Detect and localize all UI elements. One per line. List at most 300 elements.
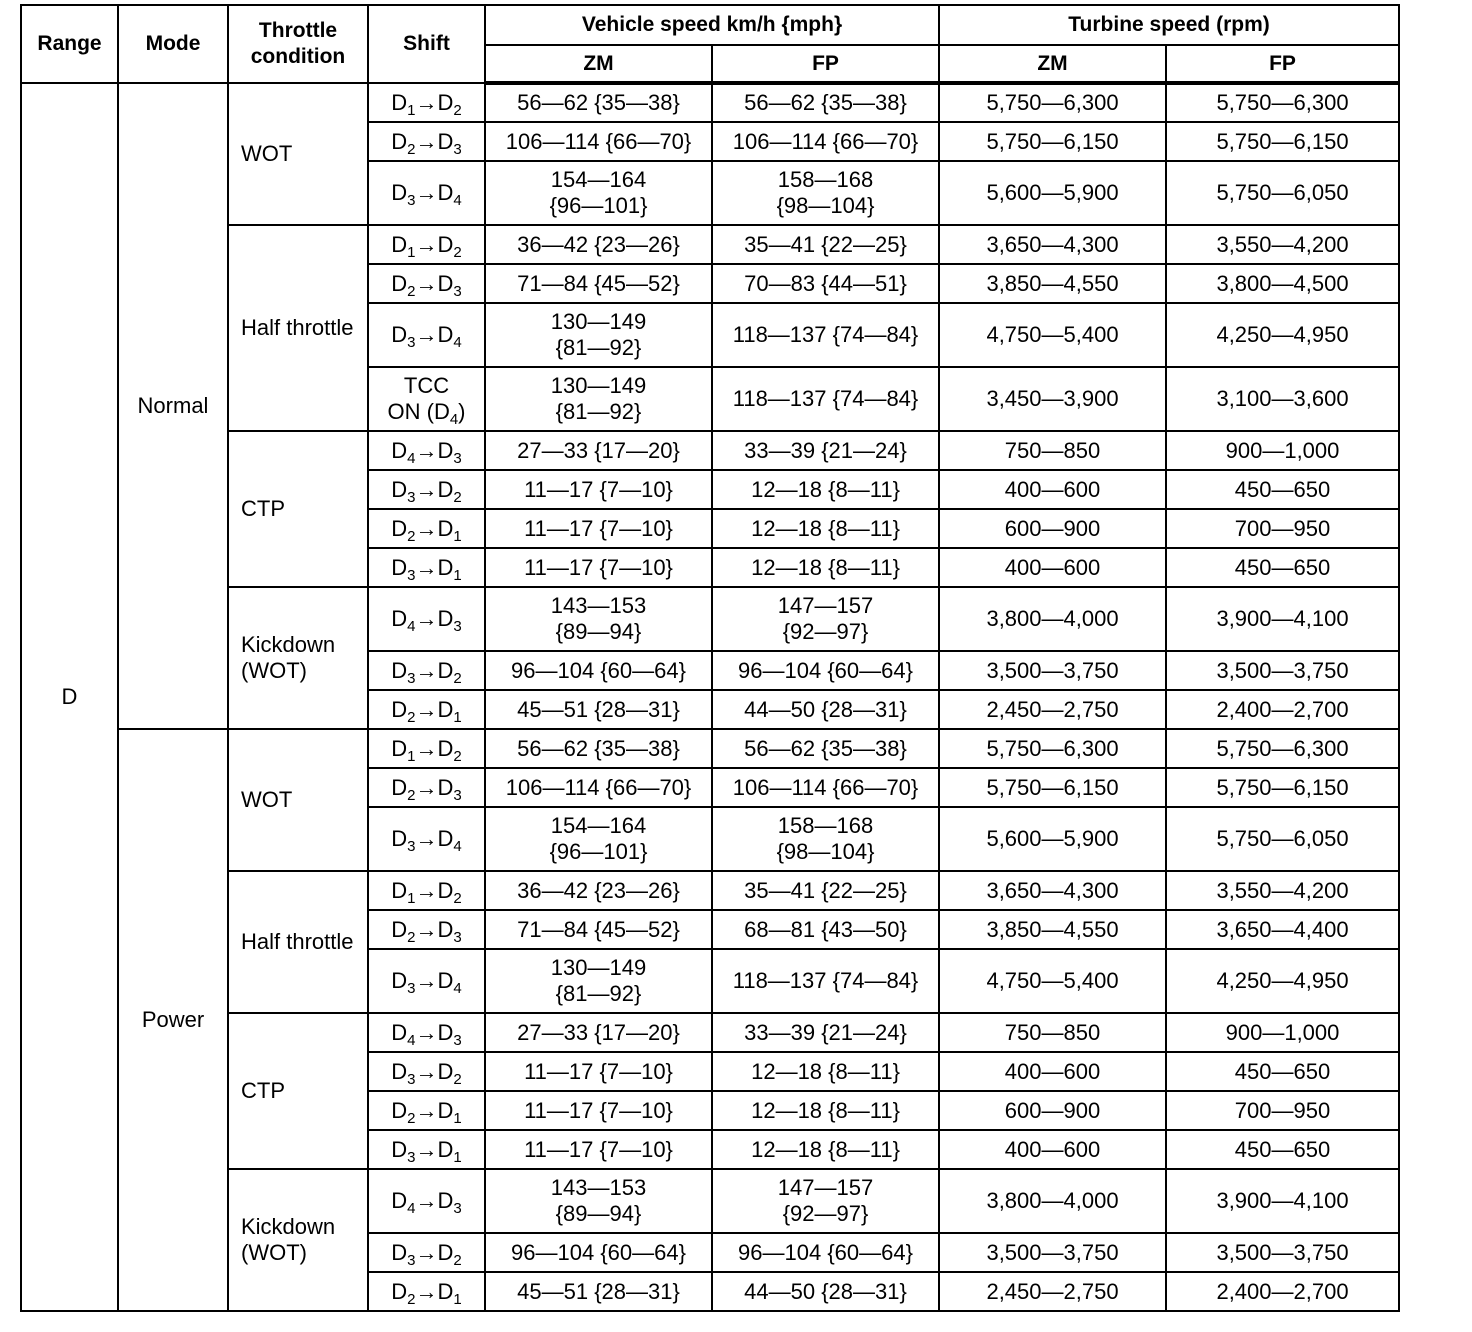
- turbine-speed-fp-cell: 5,750—6,150: [1166, 768, 1399, 807]
- table-body: [21, 83, 1399, 1311]
- shift-cell: [368, 431, 485, 470]
- turbine-speed-zm-cell: 600—900: [939, 509, 1166, 548]
- turbine-speed-zm-cell: 600—900: [939, 1091, 1166, 1130]
- from-gear-letter: D: [391, 1188, 408, 1213]
- speed-line: 33—39 {21—24}: [744, 437, 907, 463]
- speed-line: 96—104 {60—64}: [511, 657, 686, 683]
- vehicle-speed-fp-cell: [712, 264, 939, 303]
- from-gear-letter: D: [391, 968, 408, 993]
- turbine-speed-zm-cell: 750—850: [939, 431, 1166, 470]
- arrow-right-icon: →: [415, 1188, 438, 1213]
- to-gear-letter: D: [437, 437, 454, 463]
- from-gear-subscript: 3: [407, 669, 416, 687]
- to-gear-letter: D: [437, 826, 454, 851]
- vehicle-speed-fp-cell: [712, 509, 939, 548]
- vehicle-speed-zm-cell: [485, 548, 712, 587]
- vehicle-speed-zm-cell: [485, 470, 712, 509]
- to-gear-letter: D: [437, 554, 454, 580]
- vehicle-speed-fp-cell: [712, 1091, 939, 1130]
- arrow-right-icon: →: [415, 476, 438, 502]
- from-gear-subscript: 2: [407, 928, 416, 946]
- turbine-speed-zm-cell: 4,750—5,400: [939, 949, 1166, 1013]
- to-gear-letter: D: [437, 1058, 454, 1084]
- to-gear-subscript: 4: [453, 334, 462, 351]
- to-gear-subscript: 2: [453, 1251, 462, 1269]
- from-gear-subscript: 2: [407, 1109, 416, 1127]
- from-gear-letter: D: [391, 1097, 408, 1123]
- speed-line: {96—101}: [549, 193, 648, 218]
- speed-line: 12—18 {8—11}: [751, 1097, 900, 1123]
- to-gear-letter: D: [437, 270, 454, 296]
- arrow-right-icon: →: [415, 1097, 438, 1123]
- turbine-speed-zm-cell: 3,850—4,550: [939, 264, 1166, 303]
- speed-line: 12—18 {8—11}: [751, 476, 900, 502]
- header-throttle-condition: Throttle condition: [228, 5, 368, 83]
- to-gear-letter: D: [437, 735, 454, 761]
- header-vehicle-speed-fp: FP: [712, 45, 939, 83]
- shift-cell: [368, 768, 485, 807]
- speed-line: {92—97}: [782, 619, 869, 644]
- from-gear-letter: D: [391, 774, 408, 800]
- turbine-speed-fp-cell: 5,750—6,050: [1166, 807, 1399, 871]
- to-gear-subscript: 2: [453, 101, 462, 119]
- speed-line: 44—50 {28—31}: [744, 1278, 907, 1304]
- speed-line: 27—33 {17—20}: [517, 437, 680, 463]
- shift-cell: [368, 651, 485, 690]
- arrow-right-icon: →: [415, 1019, 438, 1045]
- speed-line: 11—17 {7—10}: [524, 1136, 673, 1162]
- to-gear-subscript: 4: [453, 838, 462, 855]
- from-gear-subscript: 3: [407, 1070, 416, 1088]
- from-gear-subscript: 3: [407, 1148, 416, 1166]
- turbine-speed-zm-cell: 3,500—3,750: [939, 651, 1166, 690]
- turbine-speed-fp-cell: 5,750—6,300: [1166, 729, 1399, 768]
- speed-line: 56—62 {35—38}: [744, 735, 907, 761]
- arrow-right-icon: →: [415, 735, 438, 761]
- from-gear-letter: D: [391, 476, 408, 502]
- shift-cell: [368, 470, 485, 509]
- turbine-speed-zm-cell: 2,450—2,750: [939, 1272, 1166, 1311]
- speed-line: 56—62 {35—38}: [744, 90, 907, 115]
- range-cell: D: [21, 83, 118, 1311]
- shift-cell: [368, 690, 485, 729]
- shift-cell: [368, 1013, 485, 1052]
- speed-line: 45—51 {28—31}: [517, 1278, 680, 1304]
- turbine-speed-fp-cell: 900—1,000: [1166, 431, 1399, 470]
- header-turbine-speed-fp: FP: [1166, 45, 1399, 83]
- speed-line: {81—92}: [555, 335, 642, 360]
- to-gear-letter: D: [437, 1019, 454, 1045]
- to-gear-letter: D: [437, 1278, 454, 1304]
- header-vehicle-speed-zm: ZM: [485, 45, 712, 83]
- vehicle-speed-zm-cell: [485, 587, 712, 651]
- turbine-speed-zm-cell: 400—600: [939, 1052, 1166, 1091]
- arrow-right-icon: →: [415, 180, 438, 205]
- to-gear-letter: D: [437, 774, 454, 800]
- vehicle-speed-zm-cell: [485, 161, 712, 225]
- speed-line: 96—104 {60—64}: [738, 1239, 913, 1265]
- throttle-condition-cell: Kickdown (WOT): [228, 587, 368, 729]
- turbine-speed-zm-cell: 5,750—6,150: [939, 768, 1166, 807]
- table-row: [21, 431, 1399, 470]
- vehicle-speed-zm-cell: [485, 431, 712, 470]
- vehicle-speed-zm-cell: [485, 768, 712, 807]
- from-gear-subscript: 4: [407, 618, 416, 635]
- speed-line: 11—17 {7—10}: [524, 1058, 673, 1084]
- from-gear-subscript: 1: [407, 243, 416, 261]
- shift-cell: [368, 83, 485, 122]
- to-gear-letter: D: [437, 231, 454, 257]
- vehicle-speed-fp-cell: [712, 1169, 939, 1233]
- from-gear-letter: D: [391, 877, 408, 903]
- vehicle-speed-zm-cell: [485, 651, 712, 690]
- vehicle-speed-fp-cell: [712, 367, 939, 431]
- turbine-speed-fp-cell: 2,400—2,700: [1166, 1272, 1399, 1311]
- tcc-close-paren: ): [458, 399, 466, 424]
- from-gear-letter: D: [391, 1058, 408, 1084]
- speed-line: 11—17 {7—10}: [524, 1097, 673, 1123]
- from-gear-letter: D: [391, 270, 408, 296]
- speed-line: 143—153: [550, 1175, 647, 1200]
- from-gear-subscript: 2: [407, 140, 416, 158]
- from-gear-letter: D: [391, 1136, 408, 1162]
- turbine-speed-fp-cell: 3,100—3,600: [1166, 367, 1399, 431]
- table-row: [21, 1013, 1399, 1052]
- to-gear-subscript: 3: [453, 140, 462, 158]
- turbine-speed-fp-cell: 4,250—4,950: [1166, 949, 1399, 1013]
- vehicle-speed-zm-cell: [485, 83, 712, 122]
- throttle-condition-cell: Half throttle: [228, 871, 368, 1013]
- turbine-speed-fp-cell: 3,550—4,200: [1166, 225, 1399, 264]
- to-gear-letter: D: [437, 1188, 454, 1213]
- to-gear-subscript: 2: [453, 889, 462, 907]
- speed-line: 35—41 {22—25}: [744, 877, 907, 903]
- turbine-speed-zm-cell: 5,600—5,900: [939, 807, 1166, 871]
- to-gear-letter: D: [437, 606, 454, 631]
- shift-cell: [368, 509, 485, 548]
- speed-line: 36—42 {23—26}: [517, 877, 680, 903]
- speed-line: 147—157: [777, 593, 874, 618]
- turbine-speed-zm-cell: 5,750—6,300: [939, 83, 1166, 122]
- throttle-condition-cell: CTP: [228, 431, 368, 587]
- speed-line: 130—149: [550, 373, 647, 398]
- tcc-on-text: ON (D: [387, 399, 450, 424]
- turbine-speed-fp-cell: 450—650: [1166, 1052, 1399, 1091]
- turbine-speed-fp-cell: 450—650: [1166, 470, 1399, 509]
- shift-cell: [368, 910, 485, 949]
- to-gear-subscript: 1: [453, 1290, 462, 1308]
- from-gear-letter: D: [391, 696, 408, 722]
- speed-line: 45—51 {28—31}: [517, 696, 680, 722]
- tcc-on-label: [373, 399, 480, 428]
- to-gear-subscript: 1: [453, 1148, 462, 1166]
- to-gear-subscript: 4: [453, 980, 462, 997]
- turbine-speed-zm-cell: 400—600: [939, 470, 1166, 509]
- vehicle-speed-zm-cell: [485, 871, 712, 910]
- shift-cell: [368, 587, 485, 651]
- speed-line: 71—84 {45—52}: [517, 916, 680, 942]
- vehicle-speed-fp-cell: [712, 303, 939, 367]
- turbine-speed-zm-cell: 5,750—6,150: [939, 122, 1166, 161]
- from-gear-subscript: 4: [407, 1031, 416, 1049]
- to-gear-letter: D: [437, 877, 454, 903]
- speed-line: 36—42 {23—26}: [517, 231, 680, 257]
- vehicle-speed-fp-cell: [712, 161, 939, 225]
- turbine-speed-fp-cell: 450—650: [1166, 548, 1399, 587]
- to-gear-subscript: 1: [453, 1109, 462, 1127]
- vehicle-speed-zm-cell: [485, 1169, 712, 1233]
- arrow-right-icon: →: [415, 322, 438, 347]
- to-gear-subscript: 2: [453, 669, 462, 687]
- speed-line: 35—41 {22—25}: [744, 231, 907, 257]
- turbine-speed-fp-cell: 5,750—6,150: [1166, 122, 1399, 161]
- to-gear-subscript: 3: [453, 618, 462, 635]
- shift-cell: [368, 1272, 485, 1311]
- vehicle-speed-zm-cell: [485, 367, 712, 431]
- table-row: [21, 1169, 1399, 1233]
- from-gear-subscript: 1: [407, 747, 416, 765]
- vehicle-speed-zm-cell: [485, 910, 712, 949]
- turbine-speed-fp-cell: 5,750—6,050: [1166, 161, 1399, 225]
- vehicle-speed-zm-cell: [485, 949, 712, 1013]
- to-gear-letter: D: [437, 968, 454, 993]
- to-gear-subscript: 2: [453, 747, 462, 765]
- shift-cell: [368, 225, 485, 264]
- turbine-speed-zm-cell: 400—600: [939, 1130, 1166, 1169]
- speed-line: 27—33 {17—20}: [517, 1019, 680, 1045]
- table-row: [21, 225, 1399, 264]
- vehicle-speed-zm-cell: [485, 1233, 712, 1272]
- speed-line: 118—137 {74—84}: [732, 968, 919, 993]
- to-gear-letter: D: [437, 916, 454, 942]
- arrow-right-icon: →: [415, 1058, 438, 1084]
- turbine-speed-zm-cell: 3,650—4,300: [939, 871, 1166, 910]
- vehicle-speed-fp-cell: [712, 651, 939, 690]
- speed-line: 158—168: [777, 813, 874, 838]
- turbine-speed-zm-cell: 3,650—4,300: [939, 225, 1166, 264]
- turbine-speed-fp-cell: 3,500—3,750: [1166, 651, 1399, 690]
- vehicle-speed-zm-cell: [485, 690, 712, 729]
- speed-line: 106—114 {66—70}: [505, 774, 692, 800]
- to-gear-subscript: 3: [453, 928, 462, 946]
- speed-line: {92—97}: [782, 1201, 869, 1226]
- shift-cell: [368, 264, 485, 303]
- turbine-speed-zm-cell: 5,750—6,300: [939, 729, 1166, 768]
- speed-line: 68—81 {43—50}: [744, 916, 907, 942]
- vehicle-speed-fp-cell: [712, 768, 939, 807]
- turbine-speed-zm-cell: 750—850: [939, 1013, 1166, 1052]
- speed-line: 118—137 {74—84}: [732, 386, 919, 411]
- turbine-speed-fp-cell: 2,400—2,700: [1166, 690, 1399, 729]
- to-gear-subscript: 3: [453, 1031, 462, 1049]
- header-turbine-speed: Turbine speed (rpm): [939, 5, 1399, 45]
- arrow-right-icon: →: [415, 826, 438, 851]
- arrow-right-icon: →: [415, 554, 438, 580]
- from-gear-letter: D: [391, 1278, 408, 1304]
- turbine-speed-fp-cell: 900—1,000: [1166, 1013, 1399, 1052]
- throttle-condition-cell: WOT: [228, 83, 368, 225]
- turbine-speed-zm-cell: 2,450—2,750: [939, 690, 1166, 729]
- speed-line: 96—104 {60—64}: [511, 1239, 686, 1265]
- speed-line: 12—18 {8—11}: [751, 554, 900, 580]
- from-gear-subscript: 3: [407, 334, 416, 351]
- vehicle-speed-fp-cell: [712, 431, 939, 470]
- table-row: [21, 729, 1399, 768]
- to-gear-subscript: 3: [453, 786, 462, 804]
- from-gear-subscript: 4: [407, 449, 416, 467]
- vehicle-speed-zm-cell: [485, 264, 712, 303]
- vehicle-speed-fp-cell: [712, 1013, 939, 1052]
- from-gear-subscript: 3: [407, 838, 416, 855]
- arrow-right-icon: →: [415, 231, 438, 257]
- vehicle-speed-zm-cell: [485, 1091, 712, 1130]
- speed-line: {98—104}: [776, 839, 875, 864]
- from-gear-letter: D: [391, 1239, 408, 1265]
- to-gear-subscript: 3: [453, 449, 462, 467]
- to-gear-subscript: 1: [453, 527, 462, 545]
- speed-line: {89—94}: [555, 1201, 642, 1226]
- to-gear-letter: D: [437, 515, 454, 541]
- to-gear-subscript: 1: [453, 708, 462, 726]
- vehicle-speed-fp-cell: [712, 729, 939, 768]
- vehicle-speed-zm-cell: [485, 509, 712, 548]
- from-gear-subscript: 3: [407, 192, 416, 209]
- turbine-speed-zm-cell: 3,850—4,550: [939, 910, 1166, 949]
- arrow-right-icon: →: [415, 657, 438, 683]
- turbine-speed-zm-cell: 4,750—5,400: [939, 303, 1166, 367]
- vehicle-speed-zm-cell: [485, 303, 712, 367]
- vehicle-speed-fp-cell: [712, 1052, 939, 1091]
- speed-line: 130—149: [550, 309, 647, 334]
- arrow-right-icon: →: [415, 270, 438, 296]
- throttle-condition-cell: Half throttle: [228, 225, 368, 431]
- speed-line: 70—83 {44—51}: [744, 270, 907, 296]
- from-gear-subscript: 1: [407, 101, 416, 119]
- to-gear-letter: D: [437, 696, 454, 722]
- vehicle-speed-zm-cell: [485, 1052, 712, 1091]
- to-gear-letter: D: [437, 180, 454, 205]
- header-turbine-speed-zm: ZM: [939, 45, 1166, 83]
- speed-line: 56—62 {35—38}: [517, 90, 680, 115]
- speed-line: 143—153: [550, 593, 647, 618]
- shift-cell: [368, 807, 485, 871]
- mode-cell: Normal: [118, 83, 228, 729]
- to-gear-subscript: 3: [453, 282, 462, 300]
- vehicle-speed-fp-cell: [712, 1272, 939, 1311]
- header-vehicle-speed: Vehicle speed km/h {mph}: [485, 5, 939, 45]
- to-gear-letter: D: [437, 657, 454, 683]
- vehicle-speed-fp-cell: [712, 949, 939, 1013]
- turbine-speed-fp-cell: 3,800—4,500: [1166, 264, 1399, 303]
- to-gear-subscript: 2: [453, 243, 462, 261]
- from-gear-subscript: 2: [407, 786, 416, 804]
- turbine-speed-fp-cell: 3,500—3,750: [1166, 1233, 1399, 1272]
- arrow-right-icon: →: [415, 89, 438, 115]
- arrow-right-icon: →: [415, 696, 438, 722]
- speed-line: {81—92}: [555, 399, 642, 424]
- speed-line: 12—18 {8—11}: [751, 1058, 900, 1084]
- arrow-right-icon: →: [415, 968, 438, 993]
- vehicle-speed-fp-cell: [712, 548, 939, 587]
- shift-cell: [368, 1091, 485, 1130]
- to-gear-letter: D: [437, 128, 454, 154]
- vehicle-speed-zm-cell: [485, 122, 712, 161]
- table-row: [21, 83, 1399, 122]
- arrow-right-icon: →: [415, 515, 438, 541]
- vehicle-speed-fp-cell: [712, 225, 939, 264]
- to-gear-letter: D: [437, 322, 454, 347]
- from-gear-letter: D: [391, 606, 408, 631]
- from-gear-letter: D: [391, 180, 408, 205]
- speed-line: 154—164: [550, 813, 647, 838]
- from-gear-letter: D: [391, 231, 408, 257]
- vehicle-speed-zm-cell: [485, 807, 712, 871]
- arrow-right-icon: →: [415, 606, 438, 631]
- table-row: [21, 587, 1399, 651]
- speed-line: 11—17 {7—10}: [524, 476, 673, 502]
- turbine-speed-fp-cell: 5,750—6,300: [1166, 83, 1399, 122]
- turbine-speed-zm-cell: 400—600: [939, 548, 1166, 587]
- speed-line: 12—18 {8—11}: [751, 515, 900, 541]
- shift-cell: [368, 367, 485, 431]
- vehicle-speed-zm-cell: [485, 1272, 712, 1311]
- shift-point-table: [20, 4, 1400, 1312]
- speed-line: 71—84 {45—52}: [517, 270, 680, 296]
- shift-cell: [368, 1130, 485, 1169]
- arrow-right-icon: →: [415, 774, 438, 800]
- from-gear-subscript: 4: [407, 1200, 416, 1217]
- shift-cell: [368, 949, 485, 1013]
- speed-line: {89—94}: [555, 619, 642, 644]
- turbine-speed-zm-cell: 3,800—4,000: [939, 1169, 1166, 1233]
- to-gear-subscript: 2: [453, 488, 462, 506]
- vehicle-speed-fp-cell: [712, 122, 939, 161]
- from-gear-letter: D: [391, 515, 408, 541]
- speed-line: 118—137 {74—84}: [732, 322, 919, 347]
- shift-cell: [368, 729, 485, 768]
- speed-line: 96—104 {60—64}: [738, 657, 913, 683]
- shift-cell: [368, 1169, 485, 1233]
- vehicle-speed-fp-cell: [712, 83, 939, 122]
- speed-line: 33—39 {21—24}: [744, 1019, 907, 1045]
- arrow-right-icon: →: [415, 128, 438, 154]
- shift-cell: [368, 303, 485, 367]
- shift-cell: [368, 1233, 485, 1272]
- speed-line: {96—101}: [549, 839, 648, 864]
- speed-line: {98—104}: [776, 193, 875, 218]
- arrow-right-icon: →: [415, 437, 438, 463]
- header-shift: Shift: [368, 5, 485, 83]
- to-gear-subscript: 2: [453, 1070, 462, 1088]
- arrow-right-icon: →: [415, 916, 438, 942]
- header-range: Range: [21, 5, 118, 83]
- turbine-speed-fp-cell: 3,650—4,400: [1166, 910, 1399, 949]
- from-gear-letter: D: [391, 128, 408, 154]
- to-gear-letter: D: [437, 476, 454, 502]
- from-gear-letter: D: [391, 89, 408, 115]
- gear-subscript: 4: [449, 411, 459, 428]
- turbine-speed-zm-cell: 3,800—4,000: [939, 587, 1166, 651]
- speed-line: 158—168: [777, 167, 874, 192]
- throttle-condition-cell: WOT: [228, 729, 368, 871]
- from-gear-subscript: 1: [407, 889, 416, 907]
- speed-line: 130—149: [550, 955, 647, 980]
- turbine-speed-fp-cell: 450—650: [1166, 1130, 1399, 1169]
- vehicle-speed-zm-cell: [485, 225, 712, 264]
- speed-line: 12—18 {8—11}: [751, 1136, 900, 1162]
- from-gear-letter: D: [391, 826, 408, 851]
- turbine-speed-fp-cell: 3,550—4,200: [1166, 871, 1399, 910]
